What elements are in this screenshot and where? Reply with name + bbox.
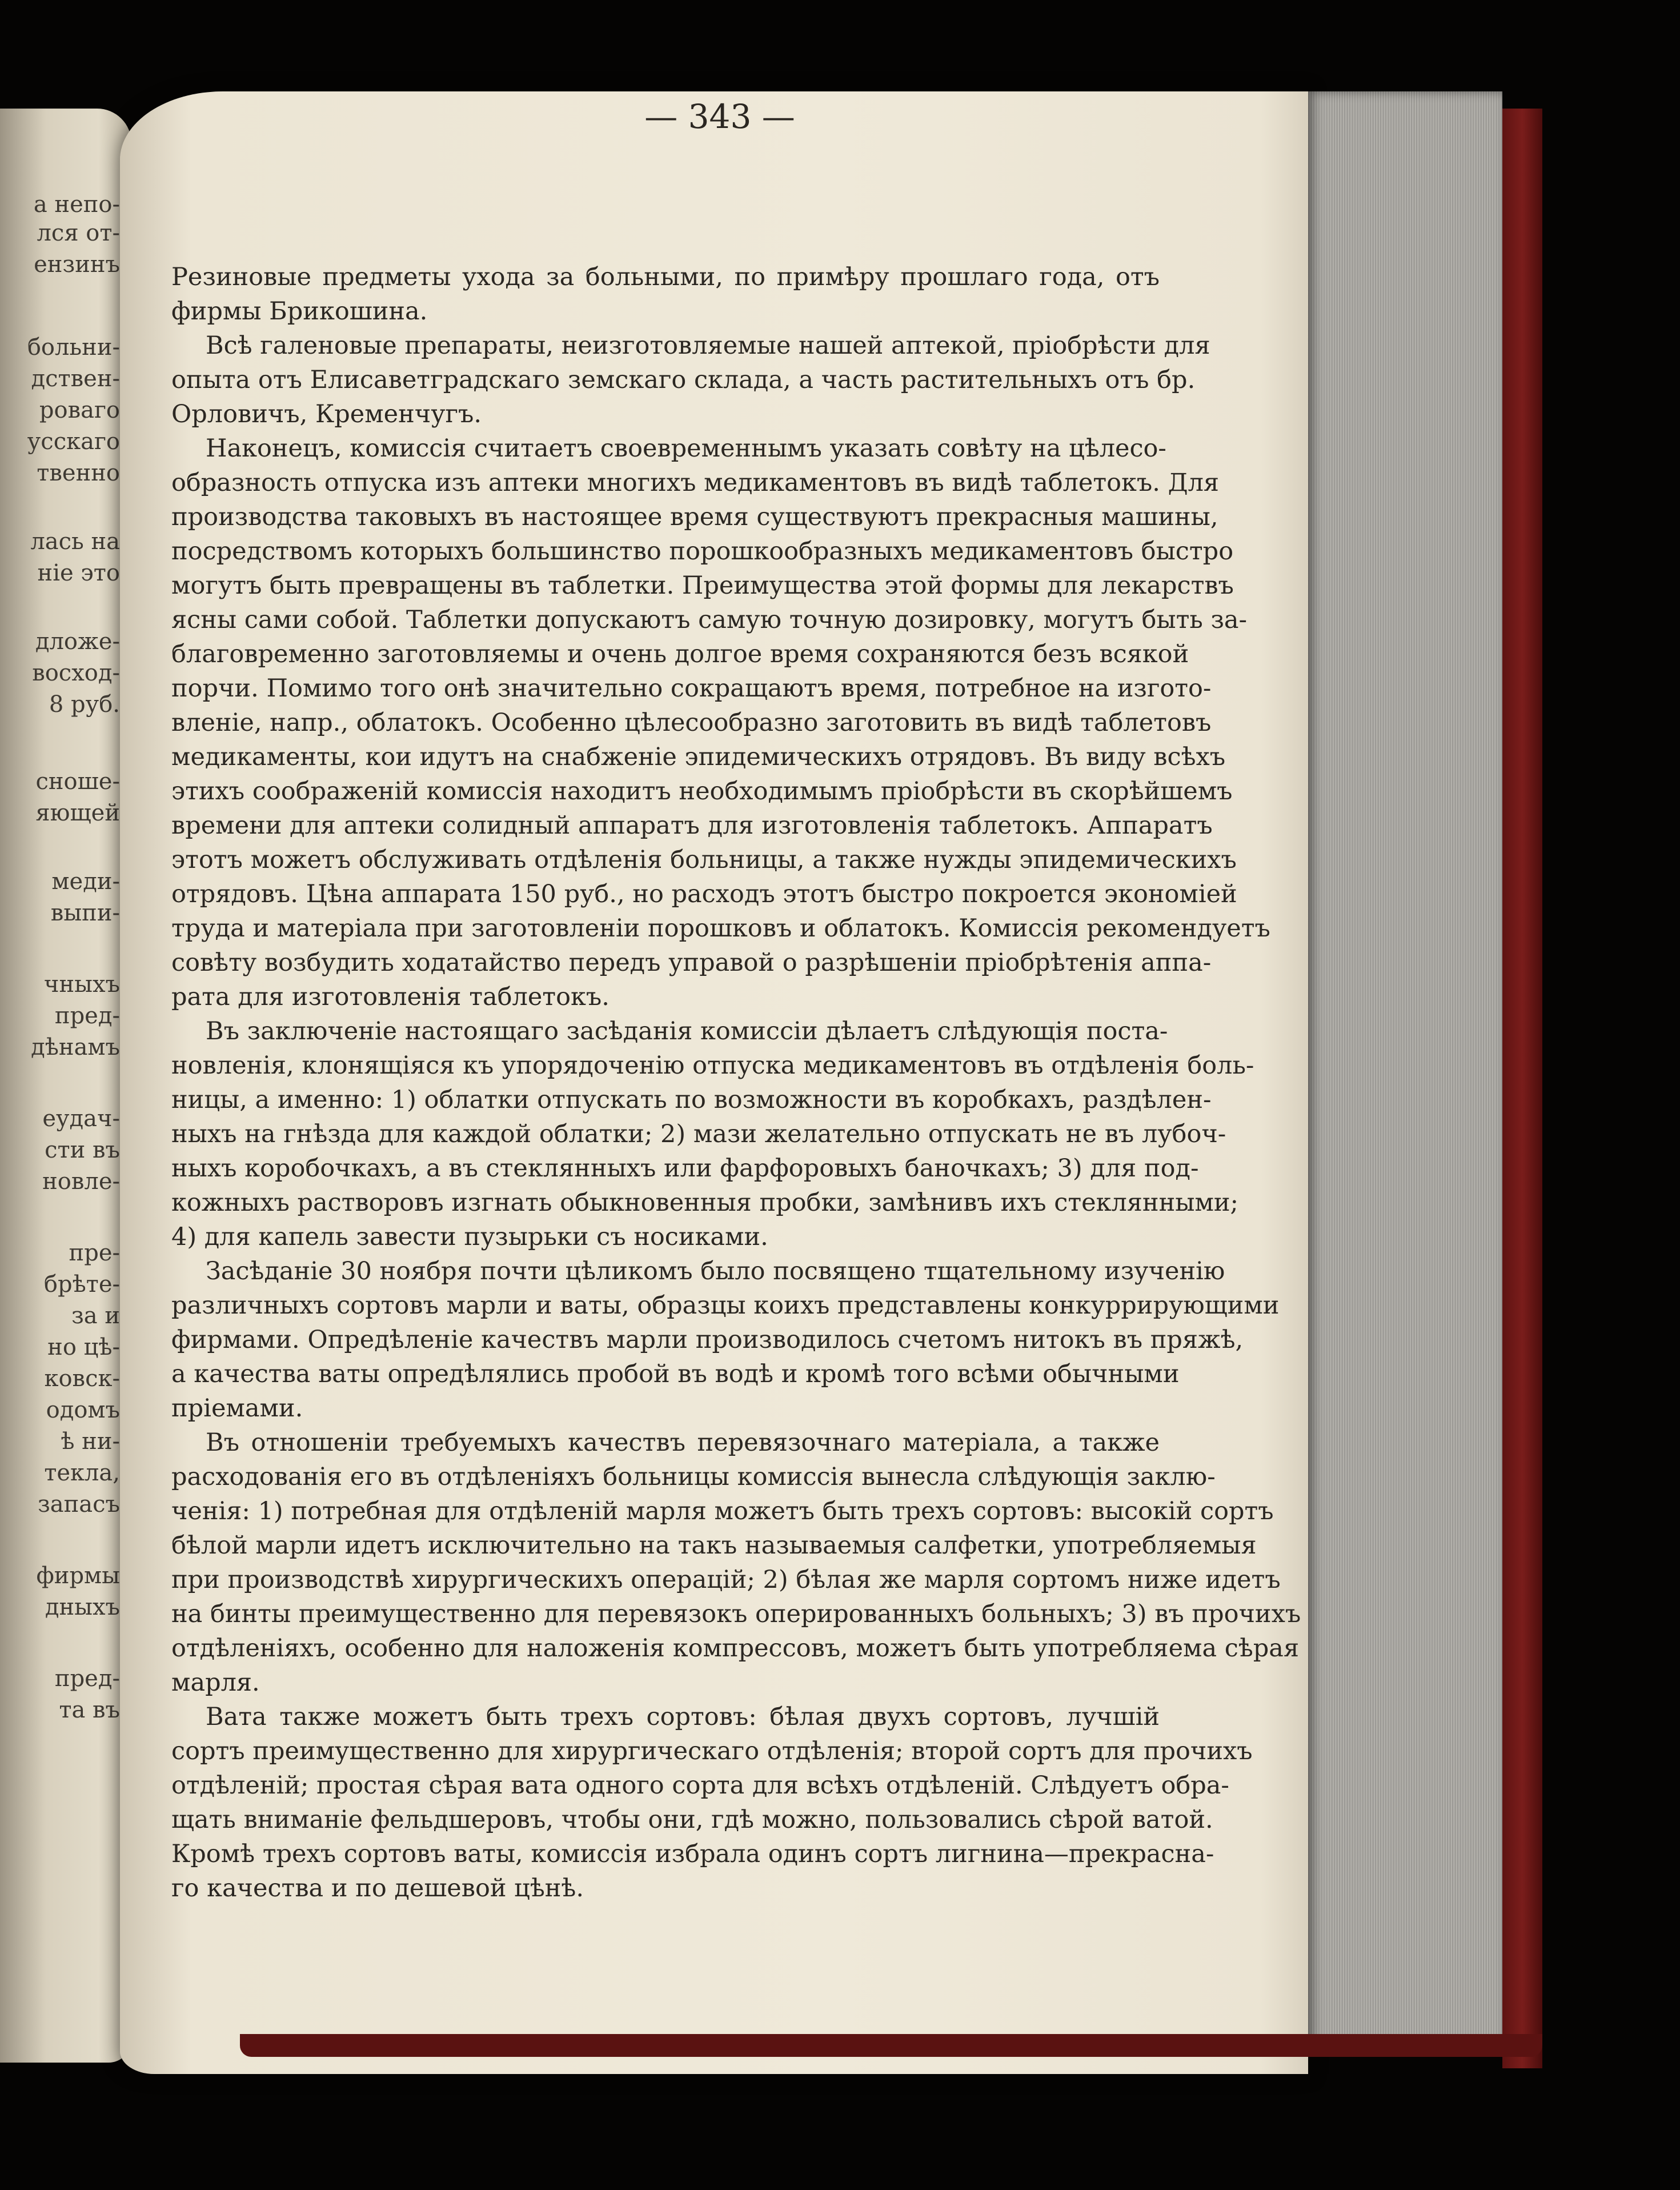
left-page-text-fragment: пред- — [54, 1665, 120, 1692]
text-line: этихъ соображеній комиссія находитъ необходимымъ пріобрѣсти въ скорѣйшемъ — [171, 777, 1233, 806]
text-line: производства таковыхъ въ настоящее время существуютъ прекрасныя машины, — [171, 503, 1218, 531]
left-page-fragment — [0, 109, 131, 2063]
text-line: го качества и по дешевой цѣнѣ. — [171, 1874, 584, 1903]
text-line: Въ заключеніе настоящаго засѣданія комиссіи дѣлаетъ слѣдующія поста- — [206, 1017, 1168, 1046]
left-page-text-fragment: чныхъ — [44, 971, 120, 998]
text-line: совѣту возбудить ходатайство передъ управой о разрѣшеніи пріобрѣтенія аппа- — [171, 948, 1212, 977]
text-line: порчи. Помимо того онѣ значительно сокращаютъ время, потребное на изгото- — [171, 674, 1212, 703]
text-line: Орловичъ, Кременчугъ. — [171, 400, 482, 429]
text-line: на бинты преимущественно для перевязокъ оперированныхъ больныхъ; 3) въ прочихъ — [171, 1600, 1301, 1628]
text-line: Всѣ галеновые препараты, неизготовляемые нашей аптекой, пріобрѣсти для — [206, 331, 1210, 360]
left-page-text-fragment: лась на — [30, 529, 120, 555]
left-page-text-fragment: пред- — [54, 1003, 120, 1029]
text-line: различныхъ сортовъ марли и ваты, образцы коихъ представлены конкуррирующими — [171, 1291, 1280, 1320]
text-line: марля. — [171, 1668, 260, 1697]
text-line: Засѣданіе 30 ноября почти цѣликомъ было посвящено тщательному изученію — [206, 1257, 1225, 1286]
text-line: этотъ можетъ обслуживать отдѣленія больницы, а также нужды эпидемическихъ — [171, 846, 1237, 874]
left-page-text-fragment: восход- — [32, 660, 120, 686]
text-line: благовременно заготовляемы и очень долгое время сохраняются безъ всякой — [171, 640, 1189, 668]
text-line: ченія: 1) потребная для отдѣленій марля можетъ быть трехъ сортовъ: высокій сортъ — [171, 1497, 1274, 1526]
text-line: отдѣленіяхъ, особенно для наложенія компрессовъ, можетъ быть употребляема сѣрая — [171, 1634, 1300, 1663]
text-line: бѣлой марли идетъ исключительно на такъ называемыя салфетки, употребляемыя — [171, 1531, 1257, 1560]
text-line: Кромѣ трехъ сортовъ ваты, комиссія избрала одинъ сортъ лигнина—прекрасна- — [171, 1840, 1214, 1868]
text-line: вленіе, напр., облатокъ. Особенно цѣлесообразно заготовить въ видѣ таблетовъ — [171, 708, 1212, 737]
text-line: рата для изготовленія таблетокъ. — [171, 983, 610, 1011]
page-block-edge — [1308, 91, 1502, 2045]
text-line: пріемами. — [171, 1394, 303, 1423]
text-line: посредствомъ которыхъ большинство порошкообразныхъ медикаментовъ быстро — [171, 537, 1234, 566]
left-page-text-fragment: ніе это — [37, 560, 120, 586]
text-line: фирмами. Опредѣленіе качествъ марли производилось счетомъ нитокъ въ пряжѣ, — [171, 1326, 1244, 1354]
left-page-text-fragment: 8 руб. — [49, 691, 120, 718]
left-page-text-fragment: фирмы — [36, 1563, 120, 1589]
text-line: отдѣленій; простая сѣрая вата одного сорта для всѣхъ отдѣленій. Слѣдуетъ обра- — [171, 1771, 1229, 1800]
text-line: а качества ваты опредѣлялись пробой въ водѣ и кромѣ того всѣми обычными — [171, 1360, 1180, 1388]
page-text — [171, 260, 1301, 1905]
left-page-text-fragment: ѣ ни- — [61, 1428, 120, 1455]
text-line: сортъ преимущественно для хирургическаго отдѣленія; второй сортъ для прочихъ — [171, 1737, 1253, 1765]
text-line: отрядовъ. Цѣна аппарата 150 руб., но расходъ этотъ быстро покроется экономіей — [171, 880, 1237, 908]
text-line: ныхъ на гнѣзда для каждой облатки; 2) мази желательно отпускать не въ лубоч- — [171, 1120, 1226, 1148]
text-line: ныхъ коробочкахъ, а въ стеклянныхъ или фарфоровыхъ баночкахъ; 3) для под- — [171, 1154, 1199, 1183]
text-line: образность отпуска изъ аптеки многихъ медикаментовъ въ видѣ таблетокъ. Для — [171, 469, 1220, 497]
text-line: расходованія его въ отдѣленіяхъ больницы комиссія вынесла слѣдующія заклю- — [171, 1463, 1216, 1491]
left-page-text-fragment: одомъ — [46, 1397, 120, 1423]
left-page-text-fragment: брѣте- — [43, 1271, 120, 1298]
text-line: Резиновые предметы ухода за больными, по примѣру прошлаго года, отъ — [171, 263, 1160, 291]
text-line: труда и матеріала при заготовленіи порошковъ и облатокъ. Комиссія рекомендуетъ — [171, 914, 1270, 943]
left-page-text-fragment: запасъ — [37, 1491, 120, 1518]
left-page-text-fragment: пре- — [69, 1240, 120, 1266]
text-line: могутъ быть превращены въ таблетки. Преимущества этой формы для лекарствъ — [171, 571, 1234, 600]
left-page-text-fragment: новле- — [42, 1168, 120, 1195]
left-page-text-fragment: яющей — [35, 800, 120, 826]
left-page-text-fragment: дѣнамъ — [31, 1034, 120, 1060]
left-page-text-fragment: меди- — [51, 868, 120, 895]
text-line: щать вниманіе фельдшеровъ, чтобы они, гдѣ можно, пользовались сѣрой ватой. — [171, 1805, 1213, 1834]
text-line: при производствѣ хирургическихъ операцій; 2) бѣлая же марля сортомъ ниже идетъ — [171, 1566, 1281, 1594]
left-page-text-fragment: усскаго — [27, 429, 120, 455]
book-cover-bottom — [240, 2034, 1542, 2057]
left-page-text-fragment: а непо- — [33, 191, 120, 218]
text-line: ницы, а именно: 1) облатки отпускать по возможности въ коробкахъ, раздѣлен- — [171, 1086, 1212, 1114]
text-line: медикаменты, кои идутъ на снабженіе эпидемическихъ отрядовъ. Въ виду всѣхъ — [171, 743, 1226, 771]
left-page-text-fragment: за и — [71, 1303, 120, 1329]
page-number: — 343 — — [644, 97, 795, 136]
left-page-text-fragment: дствен- — [31, 366, 120, 392]
text-line: фирмы Брикошина. — [171, 297, 428, 326]
text-line: времени для аптеки солидный аппаратъ для изготовленія таблетокъ. Аппаратъ — [171, 811, 1213, 840]
text-line: новленія, клонящіяся къ упорядоченію отпуска медикаментовъ въ отдѣленія боль- — [171, 1051, 1254, 1080]
left-page-text-fragment: твенно — [37, 460, 120, 486]
left-page-text-fragment: больни- — [27, 334, 120, 361]
text-line: Вата также можетъ быть трехъ сортовъ: бѣлая двухъ сортовъ, лучшій — [206, 1703, 1160, 1731]
text-line: 4) для капель завести пузырьки съ носиками. — [171, 1223, 768, 1251]
left-page-text-fragment: ковск- — [44, 1366, 120, 1392]
text-line: Въ отношеніи требуемыхъ качествъ перевязочнаго матеріала, а также — [206, 1428, 1160, 1457]
left-page-text-fragment: ензинъ — [34, 251, 120, 278]
left-page-text-fragment: лся от- — [37, 220, 120, 246]
left-page-text-fragment: но цѣ- — [47, 1334, 120, 1360]
left-page-text-fragment: сноше- — [35, 768, 120, 795]
left-page-text-fragment: та въ — [59, 1697, 120, 1723]
left-page-text-fragment: роваго — [39, 397, 120, 423]
text-line: ясны сами собой. Таблетки допускаютъ самую точную дозировку, могутъ быть за- — [171, 606, 1248, 634]
text-line: опыта отъ Елисаветградскаго земскаго склада, а часть растительныхъ отъ бр. — [171, 366, 1196, 394]
left-page-text-fragment: дложе- — [35, 628, 120, 655]
left-page-text-fragment: выпи- — [50, 900, 120, 926]
left-page-text-fragment: дныхъ — [45, 1594, 120, 1620]
left-page-text-fragment: еудач- — [42, 1106, 120, 1132]
text-line: Наконецъ, комиссія считаетъ своевременнымъ указать совѣту на цѣлесо- — [206, 434, 1166, 463]
text-line: кожныхъ растворовъ изгнать обыкновенныя пробки, замѣнивъ ихъ стеклянными; — [171, 1188, 1239, 1217]
left-page-text-fragment: текла, — [44, 1460, 120, 1486]
book-cover-edge — [1502, 109, 1542, 2068]
left-page-text-fragment: сти въ — [45, 1137, 120, 1163]
